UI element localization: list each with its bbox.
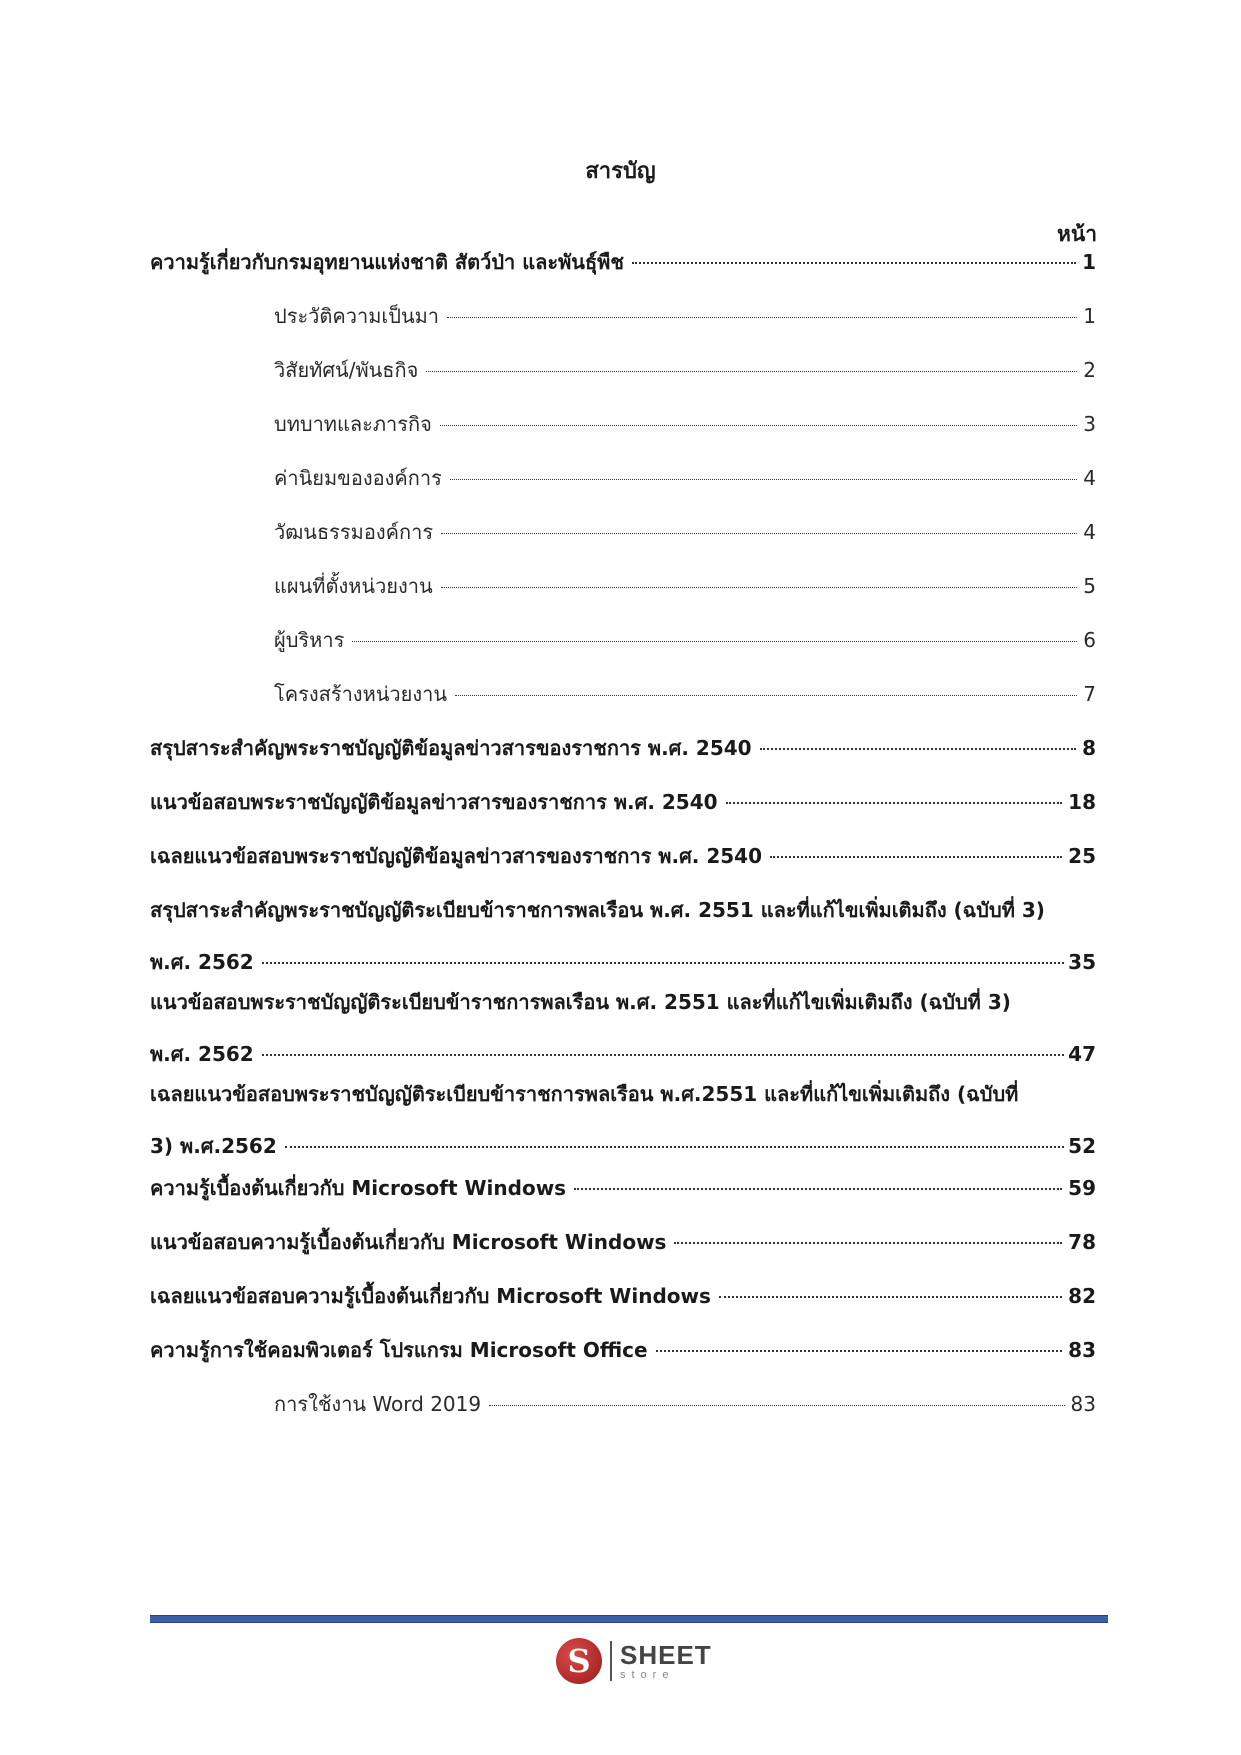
- dot-leader: [352, 641, 1077, 642]
- toc-entry-text: วัฒนธรรมองค์การ: [274, 520, 434, 544]
- page-column-header: หน้า: [1057, 222, 1097, 246]
- toc-page-number: 1: [1083, 304, 1096, 328]
- toc-page-number: 25: [1068, 844, 1096, 868]
- toc-entry-text-line2: 3) พ.ศ.2562: [150, 1134, 277, 1158]
- dot-leader: [760, 748, 1076, 750]
- toc-page-number: 18: [1068, 790, 1096, 814]
- toc-page-number: 8: [1082, 736, 1096, 760]
- dot-leader: [656, 1350, 1063, 1352]
- toc-page-number: 59: [1068, 1176, 1096, 1200]
- toc-page-number: 4: [1083, 466, 1096, 490]
- toc-entry[interactable]: [150, 1082, 1096, 1158]
- toc-entry[interactable]: [150, 250, 1096, 274]
- toc-entry[interactable]: [150, 844, 1096, 868]
- logo-subword: store: [620, 1668, 675, 1681]
- toc-page-number: 35: [1068, 950, 1096, 974]
- toc-entry-text: แนวข้อสอบพระราชบัญญัติข้อมูลข่าวสารของราชการ พ.ศ. 2540: [150, 790, 718, 814]
- dot-leader: [674, 1242, 1062, 1244]
- dot-leader: [726, 802, 1063, 804]
- logo-divider: [610, 1641, 612, 1681]
- toc-entry-text: การใช้งาน Word 2019: [274, 1392, 482, 1416]
- toc-page-number: 7: [1083, 682, 1096, 706]
- toc-page-number: 52: [1068, 1134, 1096, 1158]
- toc-subentry[interactable]: [274, 520, 1096, 544]
- dot-leader: [450, 479, 1077, 480]
- toc-page-number: 78: [1068, 1230, 1096, 1254]
- logo-text: [620, 1639, 712, 1681]
- dot-leader: [426, 371, 1077, 372]
- toc-entry-text: วิสัยทัศน์/พันธกิจ: [274, 358, 419, 382]
- table-of-contents: [150, 0, 1096, 1600]
- toc-page-number: 5: [1083, 574, 1096, 598]
- toc-entry[interactable]: [150, 898, 1096, 974]
- toc-entry[interactable]: [150, 1230, 1096, 1254]
- toc-entry[interactable]: [150, 1284, 1096, 1308]
- toc-entry-text: ค่านิยมขององค์การ: [274, 466, 442, 490]
- toc-entry-text-line1: แนวข้อสอบพระราชบัญญัติระเบียบข้าราชการพลเรือน พ.ศ. 2551 และที่แก้ไขเพิ่มเติมถึง (ฉบับที่ 3): [150, 990, 1011, 1014]
- toc-entry[interactable]: [150, 1176, 1096, 1200]
- toc-page-number: 1: [1082, 250, 1096, 274]
- toc-entry-text-line1: สรุปสาระสำคัญพระราชบัญญัติระเบียบข้าราชการพลเรือน พ.ศ. 2551 และที่แก้ไขเพิ่มเติมถึง (ฉบับที่ 3): [150, 898, 1045, 922]
- toc-entry-text: สรุปสาระสำคัญพระราชบัญญัติข้อมูลข่าวสารของราชการ พ.ศ. 2540: [150, 736, 752, 760]
- toc-entry-text: บทบาทและภารกิจ: [274, 412, 432, 436]
- toc-entry[interactable]: [150, 990, 1096, 1066]
- logo-word: SHEET: [620, 1639, 712, 1670]
- toc-entry-text: ความรู้เบื้องต้นเกี่ยวกับ Microsoft Windows: [150, 1176, 567, 1200]
- toc-entry-text: แนวข้อสอบความรู้เบื้องต้นเกี่ยวกับ Microsoft Windows: [150, 1230, 667, 1254]
- toc-entry-text: ความรู้เกี่ยวกับกรมอุทยานแห่งชาติ สัตว์ป่า และพันธุ์พืช: [150, 250, 624, 274]
- toc-entry-text: แผนที่ตั้งหน่วยงาน: [274, 574, 433, 598]
- toc-page-number: 83: [1070, 1392, 1096, 1416]
- dot-leader: [447, 317, 1077, 318]
- toc-page-number: 47: [1068, 1042, 1096, 1066]
- dot-leader: [455, 695, 1077, 696]
- toc-subentry[interactable]: [274, 358, 1096, 382]
- toc-subentry[interactable]: [274, 628, 1096, 652]
- toc-page-number: 6: [1083, 628, 1096, 652]
- sheet-store-logo: [556, 1638, 712, 1684]
- dot-leader: [489, 1405, 1064, 1406]
- toc-entry-text: ความรู้การใช้คอมพิวเตอร์ โปรแกรม Microsoft Office: [150, 1338, 648, 1362]
- dot-leader: [632, 262, 1076, 264]
- toc-entry[interactable]: [150, 1338, 1096, 1362]
- toc-entry[interactable]: [150, 736, 1096, 760]
- toc-entry-text-line1: เฉลยแนวข้อสอบพระราชบัญญัติระเบียบข้าราชการพลเรือน พ.ศ.2551 และที่แก้ไขเพิ่มเติมถึง (ฉบับที่: [150, 1082, 1019, 1106]
- dot-leader: [719, 1296, 1062, 1298]
- toc-entry-text-line2: พ.ศ. 2562: [150, 950, 254, 974]
- toc-page-number: 83: [1068, 1338, 1096, 1362]
- dot-leader: [262, 1054, 1064, 1056]
- toc-page-number: 3: [1083, 412, 1096, 436]
- toc-entry-text: เฉลยแนวข้อสอบพระราชบัญญัติข้อมูลข่าวสารของราชการ พ.ศ. 2540: [150, 844, 762, 868]
- dot-leader: [441, 587, 1078, 588]
- dot-leader: [285, 1146, 1064, 1148]
- toc-entry-text: ผู้บริหาร: [274, 628, 345, 652]
- toc-page-number: 2: [1083, 358, 1096, 382]
- footer-rule: [150, 1615, 1108, 1623]
- dot-leader: [770, 856, 1062, 858]
- toc-subentry[interactable]: [274, 466, 1096, 490]
- page-title: สารบัญ: [585, 159, 656, 184]
- toc-entry-text: เฉลยแนวข้อสอบความรู้เบื้องต้นเกี่ยวกับ Microsoft Windows: [150, 1284, 711, 1308]
- toc-subentry[interactable]: [274, 574, 1096, 598]
- dot-leader: [574, 1188, 1062, 1190]
- toc-subentry[interactable]: [274, 1392, 1096, 1416]
- toc-entry-text: ประวัติความเป็นมา: [274, 304, 440, 328]
- toc-page-number: 82: [1068, 1284, 1096, 1308]
- dot-leader: [440, 425, 1077, 426]
- toc-subentry[interactable]: [274, 304, 1096, 328]
- dot-leader: [441, 533, 1077, 534]
- toc-entry[interactable]: [150, 790, 1096, 814]
- toc-entry-text-line2: พ.ศ. 2562: [150, 1042, 254, 1066]
- toc-subentry[interactable]: [274, 412, 1096, 436]
- toc-subentry[interactable]: [274, 682, 1096, 706]
- toc-page-number: 4: [1083, 520, 1096, 544]
- dot-leader: [262, 962, 1064, 964]
- toc-entry-text: โครงสร้างหน่วยงาน: [274, 682, 448, 706]
- sheet-store-logo-icon: [556, 1638, 602, 1684]
